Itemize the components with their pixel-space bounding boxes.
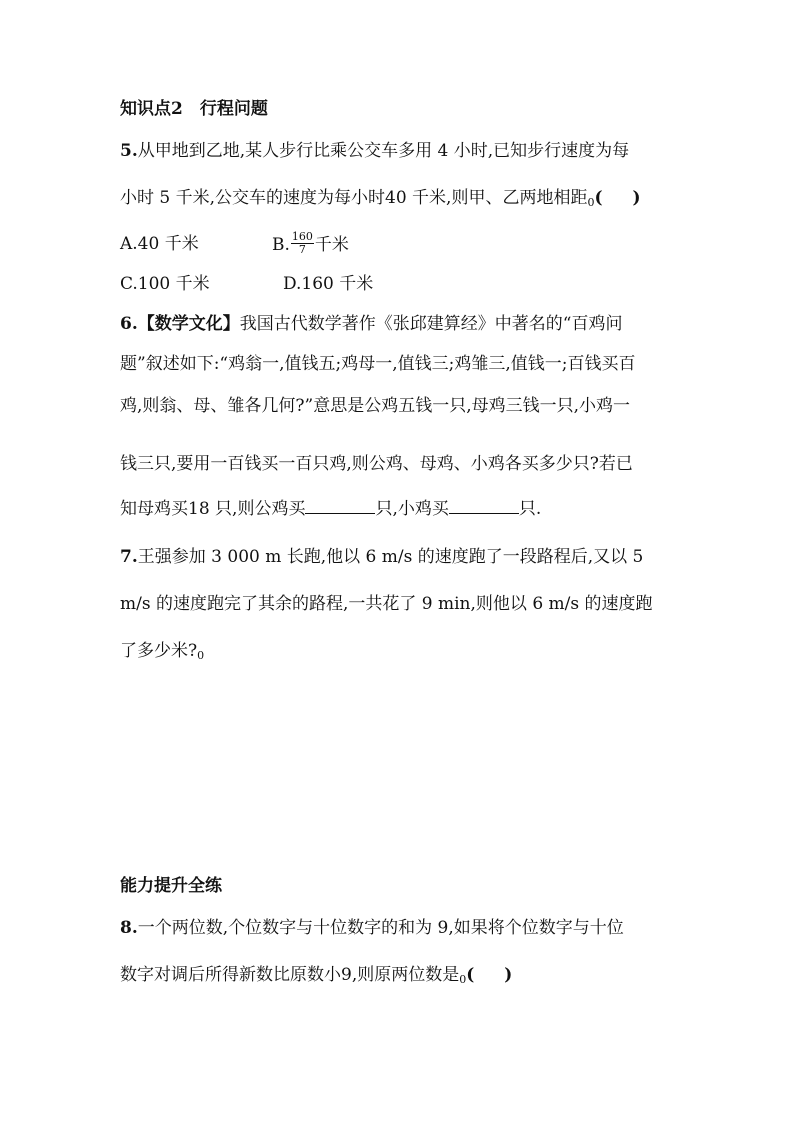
question-text: 从甲地到乙地,某人步行比乘公交车多用 4 小时,已知步行速度为每 bbox=[137, 141, 630, 161]
fill-blank-rooster[interactable] bbox=[305, 497, 375, 514]
question-5-line-2 bbox=[120, 187, 641, 214]
question-7-line-2 bbox=[120, 593, 653, 615]
question-text: 钱三只,要用一百钱买一百只鸡,则公鸡、母鸡、小鸡各买多少只?若已 bbox=[120, 454, 633, 474]
question-text: 只. bbox=[518, 499, 542, 519]
question-text: 只,小鸡买 bbox=[375, 499, 449, 519]
section-title: 知识点2 行程问题 bbox=[120, 99, 268, 119]
question-7-line-1 bbox=[120, 546, 643, 568]
section-title: 能力提升全练 bbox=[120, 876, 222, 896]
question-5-line-1 bbox=[120, 140, 629, 162]
question-text: m/s 的速度跑完了其余的路程,一共花了 9 min,则他以 6 m/s 的速度跑 bbox=[120, 594, 653, 614]
question-number: 5. bbox=[120, 141, 138, 161]
fraction-numerator: 160 bbox=[291, 230, 313, 243]
question-text: 了多少米? bbox=[120, 641, 198, 661]
question-6-line-1 bbox=[120, 313, 622, 335]
question-text: 知母鸡买18 只,则公鸡买 bbox=[120, 499, 306, 519]
question-6-line-2 bbox=[120, 353, 636, 375]
question-7-line-3 bbox=[120, 640, 204, 667]
question-text: 小时 5 千米,公交车的速度为每小时40 千米,则甲、乙两地相距 bbox=[120, 188, 588, 208]
answer-paren-open: ( bbox=[594, 188, 603, 208]
question-number: 8. bbox=[120, 918, 138, 938]
section-heading-travel bbox=[120, 98, 268, 120]
source-mark: 0 bbox=[459, 973, 467, 986]
section-heading-ability bbox=[120, 875, 222, 897]
question-text: 一个两位数,个位数字与十位数字的和为 9,如果将个位数字与十位 bbox=[137, 918, 624, 938]
question-text: 王强参加 3 000 m 长跑,他以 6 m/s 的速度跑了一段路程后,又以 5 bbox=[137, 547, 644, 567]
option-a bbox=[120, 233, 199, 255]
answer-paren-close: ) bbox=[504, 965, 513, 985]
option-a-text: A.40 千米 bbox=[120, 234, 199, 254]
source-mark: 0 bbox=[197, 649, 205, 662]
option-c bbox=[120, 273, 210, 295]
culture-tag: 【数学文化】 bbox=[137, 314, 240, 334]
question-text: 鸡,则翁、母、雏各几何?”意思是公鸡五钱一只,母鸡三钱一只,小鸡一 bbox=[120, 396, 631, 416]
fraction bbox=[291, 231, 314, 256]
option-b bbox=[272, 230, 349, 258]
question-6-line-5 bbox=[120, 497, 541, 520]
question-number: 7. bbox=[120, 547, 138, 567]
question-8-line-2 bbox=[120, 964, 512, 991]
question-text: 数字对调后所得新数比原数小9,则原两位数是 bbox=[120, 965, 460, 985]
option-b-suffix: 千米 bbox=[314, 235, 349, 255]
option-d bbox=[283, 273, 373, 295]
option-b-prefix: B. bbox=[272, 235, 290, 255]
answer-paren-close: ) bbox=[632, 188, 641, 208]
question-6-line-3 bbox=[120, 395, 630, 417]
fill-blank-chick[interactable] bbox=[449, 497, 519, 514]
question-text: 题”叙述如下:“鸡翁一,值钱五;鸡母一,值钱三;鸡雏三,值钱一;百钱买百 bbox=[120, 354, 636, 374]
question-number: 6. bbox=[120, 314, 138, 334]
question-8-line-1 bbox=[120, 917, 624, 939]
fraction-denominator: 7 bbox=[298, 243, 306, 256]
question-text: 我国古代数学著作《张邱建算经》中著名的“百鸡问 bbox=[239, 314, 623, 334]
source-mark: 0 bbox=[587, 196, 595, 209]
question-6-line-4 bbox=[120, 453, 633, 475]
answer-paren-open: ( bbox=[466, 965, 475, 985]
option-d-text: D.160 千米 bbox=[283, 274, 374, 294]
option-c-text: C.100 千米 bbox=[120, 274, 210, 294]
